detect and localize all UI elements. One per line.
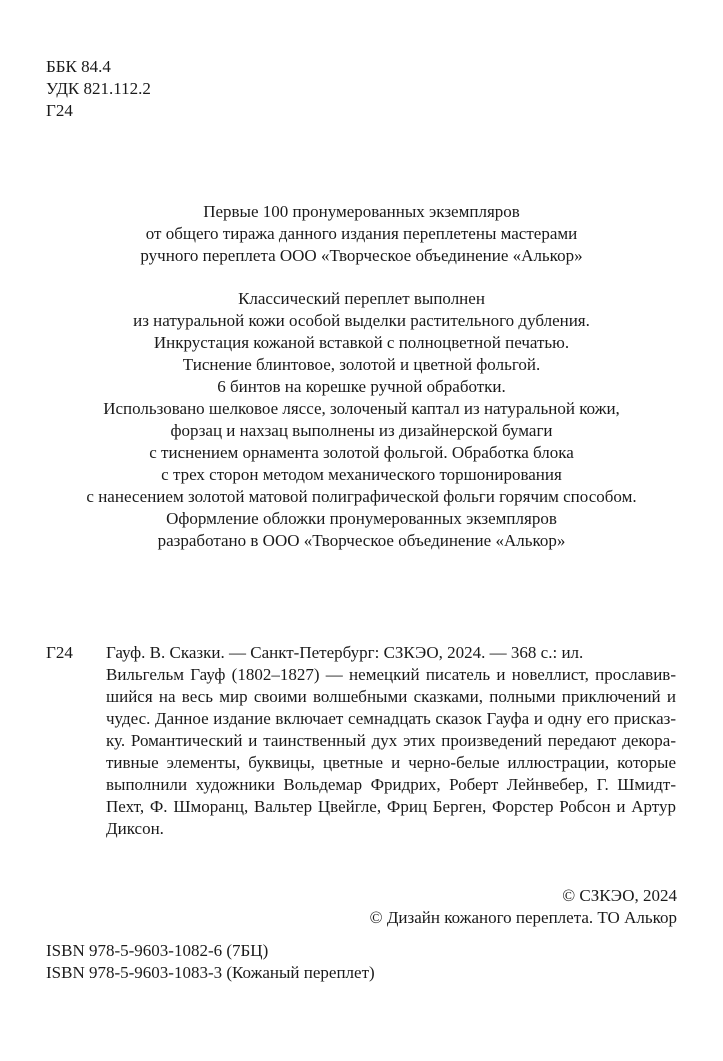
text-line: 6 бинтов на корешке ручной обработки. <box>217 377 506 396</box>
biblio-line: Вильгельм Гауф (1802–1827) — немецкий писатель и новеллист, прославив- <box>106 665 676 684</box>
biblio-index: Г24 <box>46 643 73 662</box>
text-line: Классический переплет выполнен <box>238 289 485 308</box>
text-line: Использовано шелковое ляссе, золоченый каптал из натуральной кожи, <box>103 399 620 418</box>
biblio-line: тивные элементы, буквицы, цветные и черно-белые иллюстрации, которые <box>106 753 676 772</box>
text-line: с нанесением золотой матовой полиграфической фольги горячим способом. <box>86 487 637 506</box>
text-line: Инкрустация кожаной вставкой с полноцветной печатью. <box>153 333 570 352</box>
text-line: Оформление обложки пронумерованных экземпляров <box>166 509 557 528</box>
bbk-code: ББК 84.4 <box>46 57 111 76</box>
text-line: форзац и нахзац выполнены из дизайнерской бумаги <box>170 421 553 440</box>
text-line: с тиснением орнамента золотой фольгой. Обработка блока <box>149 443 574 462</box>
biblio-text <box>106 642 676 840</box>
classification-codes <box>46 56 151 122</box>
biblio-line: ку. Романтический и таинственный дух этих произведений передают декора- <box>106 731 676 750</box>
copyright-line: © СЗКЭО, 2024 <box>562 886 677 905</box>
biblio-line: выполнили художники Вольдемар Фридрих, Роберт Лейнвебер, Г. Шмидт- <box>106 775 676 794</box>
text-line: из натуральной кожи особой выделки растительного дубления. <box>133 311 590 330</box>
isbn-line: ISBN 978-5-9603-1082-6 (7БЦ) <box>46 941 269 960</box>
biblio-line: Диксон. <box>106 819 164 838</box>
biblio-line: Гауф. В. Сказки. — Санкт-Петербург: СЗКЭО, 2024. — 368 с.: ил. <box>106 643 584 662</box>
text-line: ручного переплета ООО «Творческое объединение «Алькор» <box>140 246 583 265</box>
text-line: Тиснение блинтовое, золотой и цветной фольгой. <box>182 355 541 374</box>
copyright-line: © Дизайн кожаного переплета. ТО Алькор <box>369 908 677 927</box>
text-line: от общего тиража данного издания переплетены мастерами <box>145 224 578 243</box>
text-line: с трех сторон методом механического торшонирования <box>161 465 562 484</box>
copyright-block <box>370 885 677 929</box>
isbn-block <box>46 940 375 984</box>
isbn-line: ISBN 978-5-9603-1083-3 (Кожаный переплет) <box>46 963 375 982</box>
udk-code: УДК 821.112.2 <box>46 79 151 98</box>
binding-description <box>0 288 723 552</box>
biblio-line: чудес. Данное издание включает семнадцать сказок Гауфа и одну его присказ- <box>106 709 676 728</box>
biblio-line: шийся на весь мир своими волшебными сказками, полными приключений и <box>106 687 676 706</box>
author-mark: Г24 <box>46 101 73 120</box>
text-line: Первые 100 пронумерованных экземпляров <box>203 202 520 221</box>
biblio-line: Пехт, Ф. Шморанц, Вальтер Цвейгле, Фриц Берген, Форстер Робсон и Артур <box>106 797 676 816</box>
text-line: разработано в ООО «Творческое объединение «Алькор» <box>157 531 566 550</box>
limited-edition-note <box>0 201 723 267</box>
